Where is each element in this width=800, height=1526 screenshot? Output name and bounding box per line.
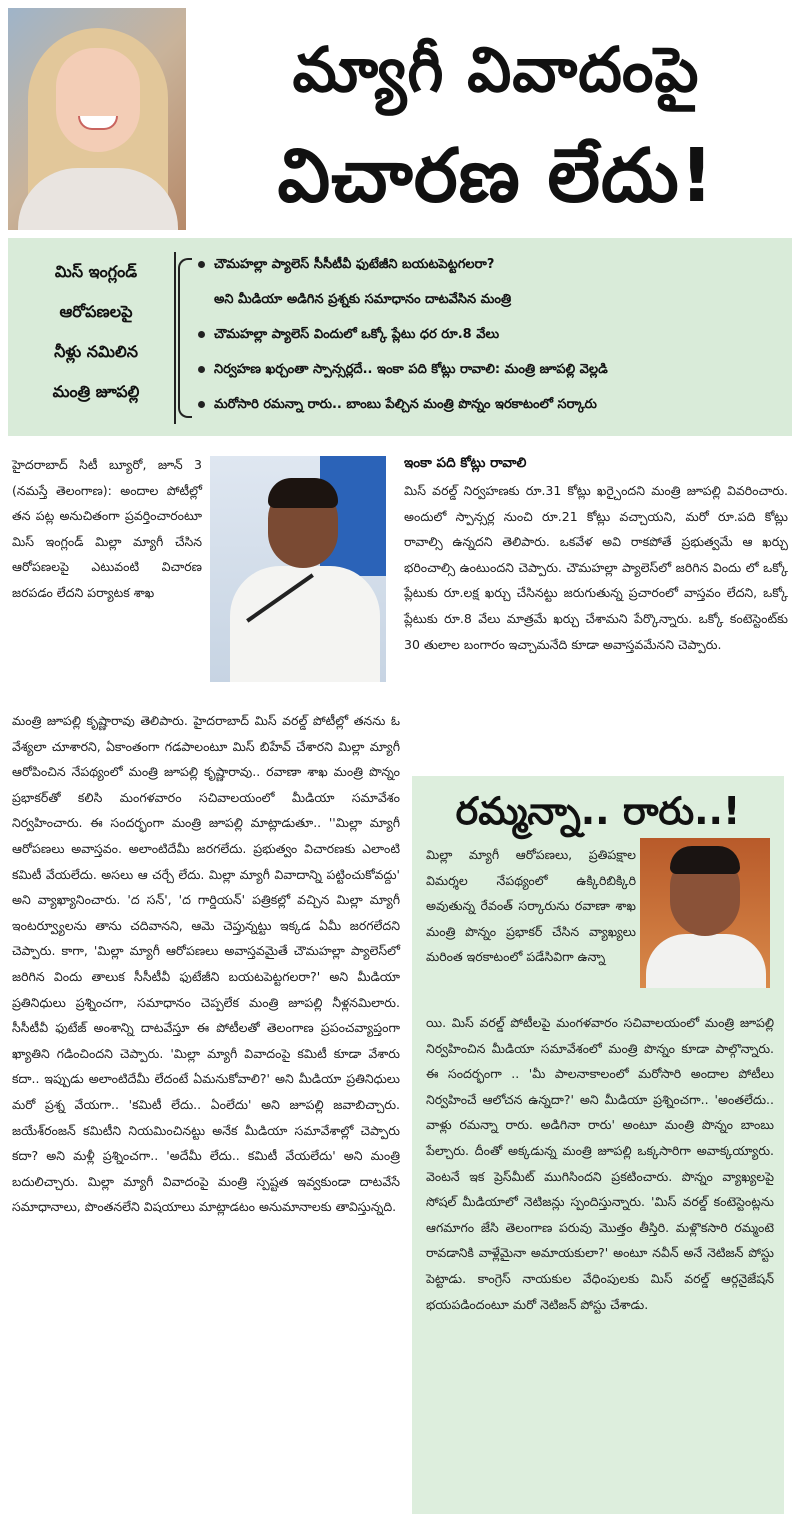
sub-deck <box>8 238 792 436</box>
box-title: రమ్మన్నా.. రారు..! <box>455 789 741 833</box>
deck-left-line: ఆరోపణలపై <box>59 302 133 321</box>
article-header <box>0 0 800 236</box>
photo-hair <box>268 478 338 508</box>
minister-jupally-photo <box>210 456 386 682</box>
deck-point: నిర్వహణ ఖర్చంతా స్పాన్సర్లదే.. ఇంకా పది కోట్లు రావాలి: మంత్రి జూపల్లి వెల్లడి <box>198 355 788 390</box>
deck-left-summary <box>18 252 176 424</box>
photo-hair <box>670 846 740 874</box>
photo-face <box>56 48 140 152</box>
minister-ponnam-photo <box>640 838 770 988</box>
photo-shirt <box>230 566 380 682</box>
deck-point: చౌమహల్లా ప్యాలెస్ విందులో ఒక్కో ప్లేటు ధర రూ.8 వేలు <box>198 320 788 355</box>
deck-point: మరోసారి రమన్నా రారు.. బాంబు పేల్చిన మంత్రి పొన్నం ఇరకాటంలో సర్కారు <box>198 390 788 425</box>
deck-left-line: మిస్ ఇంగ్లండ్ <box>54 262 138 281</box>
subheading: ఇంకా పది కోట్లు రావాలి <box>404 455 527 471</box>
miss-england-photo <box>8 8 186 230</box>
deck-point: అని మీడియా అడిగిన ప్రశ్నకు సమాధానం దాటవేసిన మంత్రి <box>214 292 512 307</box>
deck-point: చౌమహల్లా ప్యాలెస్ సీసీటీవీ ఫుటేజీని బయటపెట్టగలరా? <box>198 250 788 285</box>
deck-left-line: మంత్రి జూపల్లి <box>52 382 140 401</box>
article-body: మంత్రి జూపల్లి కృష్ణారావు తెలిపారు. హైదరాబాద్ మిస్ వరల్డ్ పోటీల్లో తనను ఓ వేశ్యలా చూశారని, ఏకాంతంగా గడపాలంటూ మిస్ బిహేవ్ చేశారని మిల్లా మ్యాగీ ఆరోపించిన నేపథ్యంలో మంత్రి జూపల్లి కృష్ణారావు.. రవాణా శాఖ మంత్రి పొన్నం ప్రభాకర్‌తో కలిసి మంగళవారం సచివాలయంలో మీడియా సమావేశం నిర్వహించారు. ఈ సందర్భంగా మంత్రి జూపల్లి మాట్లాడుతూ.. ''మిల్లా మ్యాగీ ఆరోపణలు అవాస్తవం. అలాంటిదేమీ జరగలేదు. ప్రభుత్వం విచారణకు ఎలాంటి కమిటీ వేయలేదు. అసలు ఆ చర్చే లేదు. మిల్లా మ్యాగీ వివాదాన్ని పట్టించుకోవద్దు' అని వ్యాఖ్యానించారు. 'ద సన్', 'ద గార్డియన్' పత్రికల్లో వచ్చిన మిల్లా మ్యాగీ ఇంటర్వ్యూలను తాను చదివానని, ఆమె చెప్తున్నట్టు ఇక్కడ ఏమీ జరగలేదని చెప్పారు. కాగా, 'మిల్లా మ్యాగీ ఆరోపణలు అవాస్తవమైతే చౌమహల్లా ప్యాలెస్‌లో జరిగిన విందు తాలుక సీసీటీవీ ఫుటేజీని బయటపెట్టగలరా?' అని మీడియా ప్రతినిధులు ప్రశ్నించగా, సమాధానం చెప్పలేక మంత్రి జూపల్లి నీళ్లనమిలారు. సీసీటీవీ ఫుటేజ్ అంశాన్ని దాటవేస్తూ ఈ పోటీలతో తెలంగాణ ప్రపంచవ్యాప్తంగా ఖ్యాతిని గడించిందని చెప్పారు. 'మిల్లా మ్యాగీ వివాదంపై కమిటీ కూడా వేశారు కదా.. ఇప్పుడు అలాంటిదేమీ లేదంటే ఏమనుకోవాలి?' అని మీడియా ప్రతినిధులు మరో ప్రశ్న వేయగా.. 'కమిటీ లేదు.. ఏంలేదు' అని జూపల్లి జవాబిచ్చారు. జయేశ్‌రంజన్ కమిటీని నియమించినట్టు అనేక మీడియా సమావేశాల్లో చెప్పారు కదా? అని మళ్లీ ప్రశ్నించగా.. 'అదేమీ లేదు.. కమిటీ వేయలేదు' అని మంత్రి బదులిచ్చారు. మిల్లా మ్యాగీ వివాదంపై మంత్రి స్పష్టత ఇవ్వకుండా దాటవేసే సమాధానాలు, పొంతనలేని విషయాలు మాట్లాడటం అనుమానాలకు తావిస్తున్నది. <box>12 713 400 1215</box>
deck-left-line: నీళ్లు నమిలిన <box>54 342 138 361</box>
box-lead: మిల్లా మ్యాగీ ఆరోపణలు, ప్రతిపక్షాల విమర్శల నేపథ్యంలో ఉక్కిరిబిక్కిరి అవుతున్న రేవంత్ సర్కారును రవాణా శాఖ మంత్రి పొన్నం ప్రభాకర్ చేసిన వ్యాఖ్యలు మరింత ఇరకాటంలో పడేసివిగా ఉన్నా <box>426 847 636 965</box>
box-body: యి. మిస్ వరల్డ్ పోటీలపై మంగళవారం సచివాలయంలో మంత్రి జూపల్లి నిర్వహించిన మీడియా సమావేశంలో మంత్రి పొన్నం కూడా పాల్గొన్నారు. ఈ సందర్భంగా .. 'మీ పాలనాకాలంలో మరోసారి అందాల పోటీలు నిర్వహించే ఆలోచన ఉన్నదా?' అని మీడియా ప్రశ్నించగా.. 'అంతలేదు.. వాళ్లు రమన్నా రారు. అడిగినా రారు' అంటూ మంత్రి పొన్నం బాంబు పేల్చారు. దీంతో అక్కడున్న మంత్రి జూపల్లి ఒక్కసారిగా అవాక్కయ్యారు. వెంటనే ఇక ప్రెస్‌మీట్ ముగిసిందని ప్రకటించారు. పొన్నం వ్యాఖ్యలపై సోషల్ మీడియాలో నెటిజన్లు స్పందిస్తున్నారు. 'మిస్ వరల్డ్ కంటెస్టెంట్లను ఆగమాగం జేసి తెలంగాణ పరువు మొత్తం తీస్తిరి. మళ్లొకసారి రమ్మంటె రావడానికి వాళ్లేమైనా అమాయకులా?' అంటూ నవీన్ అనే నెటిజన్ పోస్టు పెట్టాడు. కాంగ్రెస్ నాయకుల వేధింపులకు మిస్ వరల్డ్ ఆర్గనైజేషన్ భయపడిందంటూ మరో నెటిజన్ పోస్టు చేశాడు. <box>426 1015 774 1312</box>
article-lead: హైదరాబాద్ సిటీ బ్యూరో, జూన్ 3 (నమస్తే తెలంగాణ): అందాల పోటీల్లో తన పట్ల అనుచితంగా ప్రవర్తించారంటూ మిస్ ఇంగ్లండ్ మిల్లా మ్యాగీ చేసిన ఆరోపణలపై ఎటువంటి విచారణ జరపడం లేదని పర్యాటక శాఖ <box>12 457 202 600</box>
deck-points <box>198 250 788 425</box>
deck-brace <box>178 258 192 418</box>
article-right-body: మిస్ వరల్డ్ నిర్వహణకు రూ.31 కోట్లు ఖర్చైందని మంత్రి జూపల్లి వివరించారు. అందులో స్పాన్సర్ల నుంచి రూ.21 కోట్లు వచ్చాయని, మరో రూ.పది కోట్లు రావాల్సి ఉన్నదని తెలిపారు. ఒకవేళ అవి రాకపోతే ప్రభుత్వమే ఆ ఖర్చు భరించాల్సి ఉంటుందని చెప్పారు. చౌమహల్లా ప్యాలెస్‌లో జరిగిన విందు లో ఒక్కో ప్లేటుకు రూ.లక్ష ఖర్చు చేసినట్టు జరుగుతున్న ప్రచారంలో వాస్తవం లేదని, ఒక్కో ప్లేటుకు రూ.8 వేలు మాత్రమే ఖర్చు చేశామని పేర్కొన్నారు. ఒక్కో కంటెస్టెంట్‌కు 30 తులాల బంగారం ఇచ్చామనేది కూడా అవాస్తవమేనని చెప్పారు. <box>404 483 788 652</box>
headline-line-2: విచారణ లేదు! <box>277 133 715 219</box>
headline-line-1: మ్యాగీ వివాదంపై <box>292 33 700 106</box>
photo-shirt <box>646 934 766 988</box>
